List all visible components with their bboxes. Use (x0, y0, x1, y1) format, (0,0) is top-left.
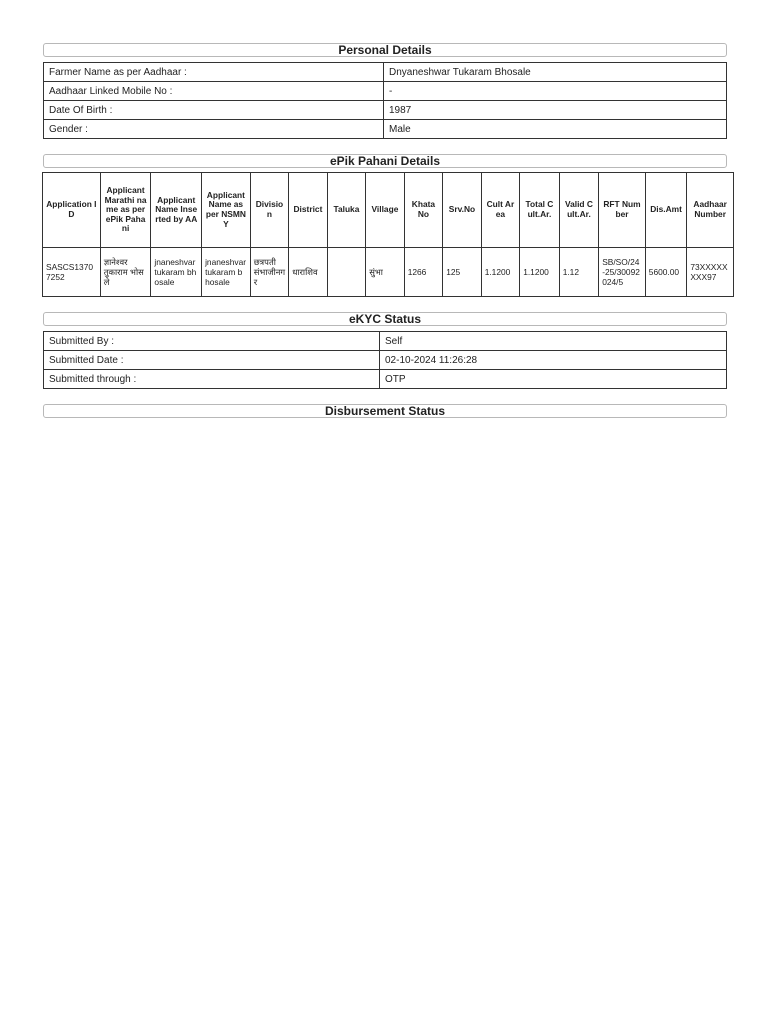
column-header: Applicant Marathi name as per ePik Pahani (100, 173, 151, 248)
ekyc-status-table (43, 331, 727, 389)
personal-details-title: Personal Details (43, 43, 727, 57)
column-header: Aadhaar Number (687, 173, 734, 248)
column-header: District (289, 173, 328, 248)
farmer-name-value: Dnyaneshwar Tukaram Bhosale (384, 63, 727, 82)
gender-label: Gender : (44, 120, 384, 139)
nsmny-name-cell: jnaneshvar tukaram bhosale (202, 248, 251, 297)
table-row (44, 351, 727, 370)
division-cell: छत्रपती संभाजीनगर (250, 248, 289, 297)
aadhaar-number-cell: 73XXXXXXXX97 (687, 248, 734, 297)
marathi-name-cell: ज्ञानेश्वर तुकाराम भोसले (100, 248, 151, 297)
srv-no-cell: 125 (443, 248, 482, 297)
column-header: Application ID (43, 173, 101, 248)
rft-number-cell: SB/SO/24-25/30092024/5 (599, 248, 646, 297)
table-row (44, 101, 727, 120)
dob-label: Date Of Birth : (44, 101, 384, 120)
mobile-label: Aadhaar Linked Mobile No : (44, 82, 384, 101)
epik-pahani-table (42, 172, 734, 297)
cult-area-cell: 1.1200 (481, 248, 520, 297)
column-header: Total Cult.Ar. (520, 173, 560, 248)
epik-pahani-title: ePik Pahani Details (43, 154, 727, 168)
taluka-cell (327, 248, 366, 297)
table-header-row (43, 173, 734, 248)
column-header: RFT Number (599, 173, 646, 248)
mobile-value: - (384, 82, 727, 101)
column-header: Srv.No (443, 173, 482, 248)
dis-amt-cell: 5600.00 (645, 248, 687, 297)
table-row (44, 120, 727, 139)
column-header: Applicant Name Inserted by AA (151, 173, 202, 248)
gender-value: Male (384, 120, 727, 139)
aa-name-cell: jnaneshvar tukaram bhosale (151, 248, 202, 297)
column-header: Valid Cult.Ar. (559, 173, 599, 248)
table-row (44, 370, 727, 389)
submitted-through-label: Submitted through : (44, 370, 380, 389)
column-header: Khata No (404, 173, 443, 248)
table-row (43, 248, 734, 297)
disbursement-status-title: Disbursement Status (43, 404, 727, 418)
column-header: Taluka (327, 173, 366, 248)
column-header: Village (366, 173, 405, 248)
submitted-by-label: Submitted By : (44, 332, 380, 351)
farmer-name-label: Farmer Name as per Aadhaar : (44, 63, 384, 82)
column-header: Division (250, 173, 289, 248)
column-header: Applicant Name as per NSMNY (202, 173, 251, 248)
total-cult-area-cell: 1.1200 (520, 248, 560, 297)
village-cell: सुंभा (366, 248, 405, 297)
submitted-date-label: Submitted Date : (44, 351, 380, 370)
khata-no-cell: 1266 (404, 248, 443, 297)
table-row (44, 332, 727, 351)
table-row (44, 82, 727, 101)
district-cell: धाराशिव (289, 248, 328, 297)
column-header: Cult Area (481, 173, 520, 248)
submitted-by-value: Self (380, 332, 727, 351)
valid-cult-area-cell: 1.12 (559, 248, 599, 297)
table-row (44, 63, 727, 82)
dob-value: 1987 (384, 101, 727, 120)
application-id-cell: SASCS13707252 (43, 248, 101, 297)
submitted-through-value: OTP (380, 370, 727, 389)
column-header: Dis.Amt (645, 173, 687, 248)
submitted-date-value: 02-10-2024 11:26:28 (380, 351, 727, 370)
personal-details-table (43, 62, 727, 139)
ekyc-status-title: eKYC Status (43, 312, 727, 326)
